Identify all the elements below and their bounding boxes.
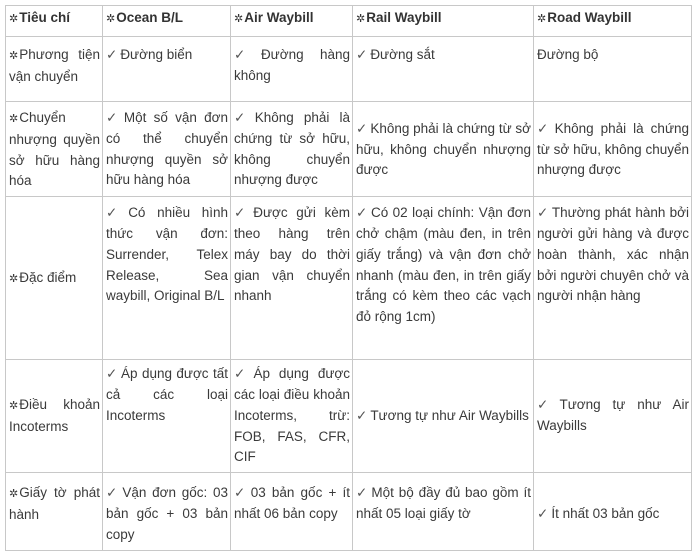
cell-text: Đường sắt [370, 47, 435, 62]
header-criterion-label: Tiêu chí [19, 10, 70, 25]
star-icon: ✲ [356, 13, 366, 25]
ocean-cell [103, 473, 231, 550]
check-icon: ✓ [356, 120, 368, 136]
ocean-cell [103, 197, 231, 360]
cell-text: Áp dụng được các loại điều khoản Incoterms, trừ: FOB, FAS, CFR, CIF [234, 366, 351, 465]
cell-text: Được gửi kèm theo hàng trên máy bay do thời gian vận chuyển nhanh [234, 205, 350, 304]
star-icon: ✲ [9, 113, 19, 125]
check-icon: ✓ [356, 205, 368, 221]
check-icon: ✓ [106, 110, 121, 125]
check-icon: ✓ [356, 47, 368, 62]
check-icon: ✓ [234, 366, 251, 382]
criterion-text: Giấy tờ phát hành [9, 485, 100, 522]
header-ocean-bl [103, 6, 231, 37]
cell-text: Không phải là chứng từ sở hữu, không chuyển nhượng được [537, 120, 689, 178]
check-icon: ✓ [356, 407, 368, 423]
header-rail-waybill [353, 6, 534, 37]
road-cell [534, 473, 692, 550]
air-cell [231, 37, 353, 102]
check-icon: ✓ [106, 47, 118, 62]
rail-cell [353, 197, 534, 360]
criterion-cell [6, 197, 103, 360]
rail-cell [353, 102, 534, 197]
check-icon: ✓ [234, 47, 258, 62]
star-icon: ✲ [9, 488, 19, 501]
header-row [6, 6, 692, 37]
criterion-cell [6, 473, 103, 550]
criterion-text: Chuyển nhượng quyền sở hữu hàng hóa [9, 110, 100, 189]
road-cell [534, 197, 692, 360]
table-row [6, 37, 692, 102]
road-cell [534, 360, 692, 473]
criterion-text: Đặc điểm [19, 270, 77, 286]
ocean-cell [103, 102, 231, 197]
cell-text: Đường biển [120, 47, 193, 62]
air-cell [231, 473, 353, 550]
star-icon: ✲ [9, 13, 19, 25]
star-icon: ✲ [537, 13, 547, 25]
criterion-text: Điều khoản Incoterms [9, 396, 100, 434]
star-icon: ✲ [9, 273, 19, 286]
cell-text: Một số vận đơn có thể chuyển nhượng quyền sở hữu hàng hóa [106, 110, 229, 188]
air-cell [231, 102, 353, 197]
cell-text: Không phải là chứng từ sở hữu, không chuyển nhượng được [356, 120, 531, 178]
criterion-text: Phương tiện vận chuyển [9, 47, 100, 84]
check-icon: ✓ [537, 397, 557, 413]
comparison-table [5, 5, 692, 551]
cell-text: Ít nhất 03 bản gốc [551, 505, 660, 521]
cell-text: Không phải là chứng từ sở hữu, không chuyển nhượng được [234, 110, 350, 188]
header-ocean-bl-label: Ocean B/L [116, 10, 183, 25]
header-criterion [6, 6, 103, 37]
check-icon: ✓ [537, 120, 552, 136]
air-cell [231, 197, 353, 360]
cell-text: Vận đơn gốc: 03 bản gốc + 03 bản copy [106, 485, 228, 542]
header-road-waybill-label: Road Waybill [547, 10, 632, 25]
table-row [6, 360, 692, 473]
cell-text: Đường bộ [537, 47, 599, 62]
star-icon: ✲ [234, 13, 244, 25]
check-icon: ✓ [234, 485, 248, 501]
star-icon: ✲ [9, 50, 19, 62]
table-row [6, 197, 692, 360]
check-icon: ✓ [106, 366, 118, 382]
cell-text: 03 bản gốc + ít nhất 06 bản copy [234, 485, 351, 521]
star-icon: ✲ [9, 399, 19, 412]
cell-text: Có 02 loại chính: Vận đơn chở chậm (màu đen, in trên giấy trắng) và vận đơn chở nhanh (màu đen, in trên giấy trắng có kèm theo các vạch đỏ rộng 1cm) [356, 205, 531, 325]
check-icon: ✓ [537, 505, 549, 521]
cell-text: Có nhiều hình thức vận đơn: Surrender, Telex Release, Sea waybill, Original B/L [106, 205, 228, 304]
check-icon: ✓ [106, 205, 126, 221]
header-air-waybill-label: Air Waybill [244, 10, 314, 25]
check-icon: ✓ [356, 485, 369, 501]
header-road-waybill [534, 6, 692, 37]
criterion-cell [6, 360, 103, 473]
header-air-waybill [231, 6, 353, 37]
road-cell [534, 37, 692, 102]
check-icon: ✓ [106, 485, 120, 501]
criterion-cell [6, 102, 103, 197]
cell-text: Áp dụng được tất cả các loại Incoterms [106, 366, 228, 423]
cell-text: Tương tự như Air Waybills [370, 407, 529, 423]
criterion-cell [6, 37, 103, 102]
rail-cell [353, 360, 534, 473]
ocean-cell [103, 360, 231, 473]
cell-text: Thường phát hành bởi người gửi hàng và được hoàn thành, xác nhận bởi người chuyên chở và người nhận hàng [537, 205, 689, 304]
cell-text: Đường hàng không [234, 47, 350, 83]
header-rail-waybill-label: Rail Waybill [366, 10, 442, 25]
air-cell [231, 360, 353, 473]
check-icon: ✓ [537, 205, 549, 221]
table-row [6, 102, 692, 197]
check-icon: ✓ [234, 110, 252, 125]
rail-cell [353, 37, 534, 102]
cell-text: Một bộ đầy đủ bao gồm ít nhất 05 loại giấy tờ [356, 485, 531, 521]
road-cell [534, 102, 692, 197]
cell-text: Tương tự như Air Waybills [537, 397, 689, 434]
check-icon: ✓ [234, 205, 251, 221]
ocean-cell [103, 37, 231, 102]
table-row [6, 473, 692, 550]
star-icon: ✲ [106, 13, 116, 25]
rail-cell [353, 473, 534, 550]
